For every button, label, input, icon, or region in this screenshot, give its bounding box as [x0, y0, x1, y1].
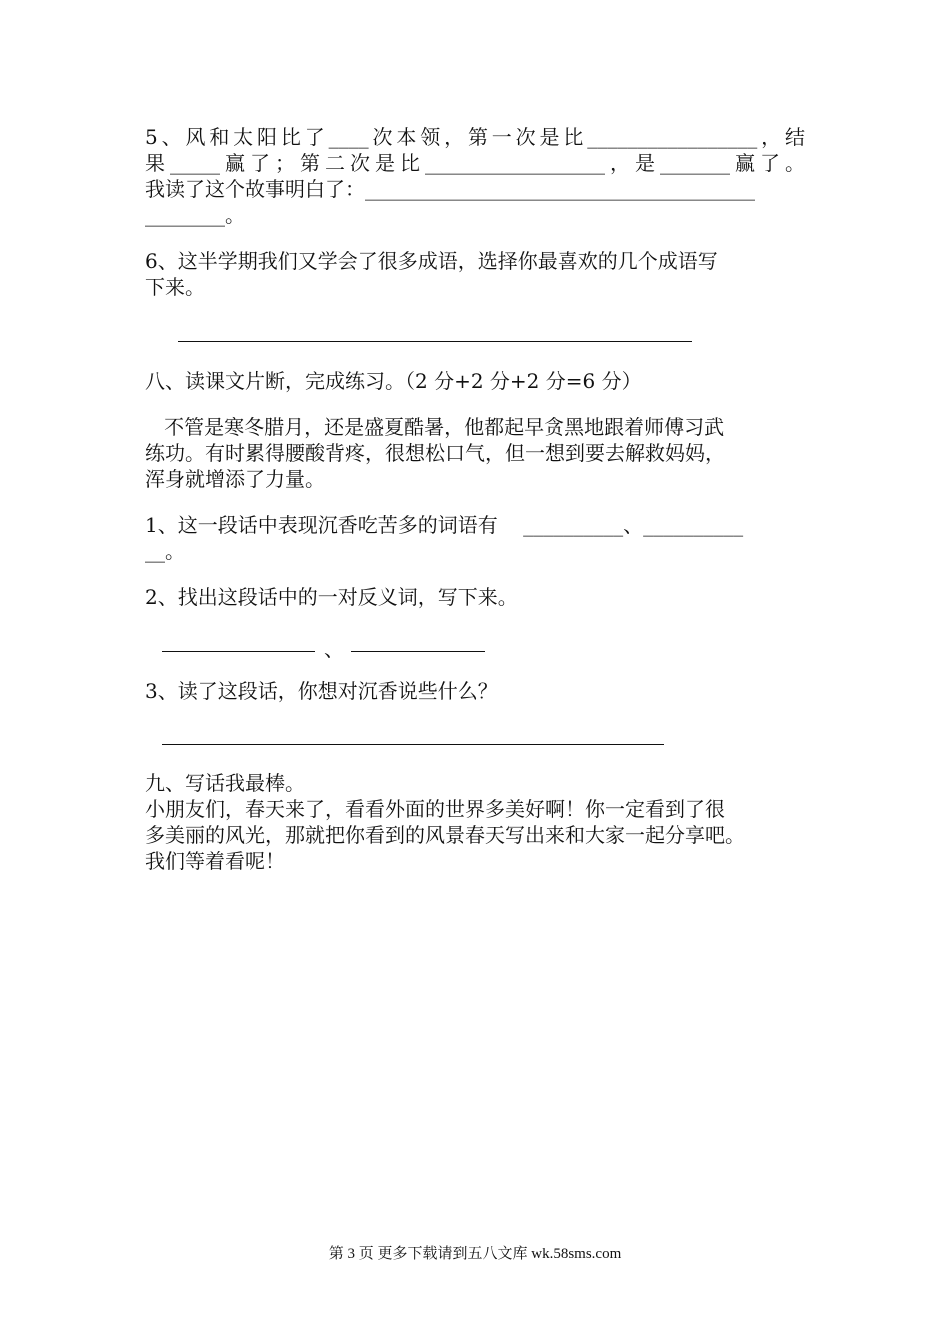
s8-q1-line-2: __。 [145, 539, 185, 563]
passage-line-2: 练功。有时累得腰酸背疼，很想松口气，但一想到要去解救妈妈， [145, 441, 725, 465]
s8-q2-blank-2 [351, 651, 485, 652]
q5-line-1: 5、风和太阳比了____次本领，第一次是比_________________，结 [145, 125, 805, 149]
s9-body-line-1: 小朋友们，春天来了，看看外面的世界多美好啊！你一定看到了很 [145, 797, 725, 821]
s9-body-line-2: 多美丽的风光，那就把你看到的风景春天写出来和大家一起分享吧。 [145, 823, 745, 847]
passage-line-1: 不管是寒冬腊月，还是盛夏酷暑，他都起早贪黑地跟着师傅习武 [145, 415, 725, 439]
q6-answer-blank [178, 341, 692, 342]
section-9-heading: 九、写话我最棒。 [145, 771, 305, 795]
q6-line-2: 下来。 [145, 275, 205, 299]
q6-line-1: 6、这半学期我们又学会了很多成语，选择你最喜欢的几个成语写 [145, 249, 718, 273]
q5-line-3: 我读了这个故事明白了：_______________________________________ [145, 177, 755, 201]
page-footer: 第 3 页 更多下载请到五八文库 wk.58sms.com [328, 1246, 622, 1262]
s8-q2-separator: 、 [324, 637, 344, 661]
q5-line-2: 果_____赢了；第二次是比__________________，是_______赢了。 [145, 151, 805, 175]
s8-q2-blank-1 [162, 651, 315, 652]
section-8-heading: 八、读课文片断，完成练习。（2 分+2 分+2 分=6 分） [145, 369, 642, 393]
s8-q3-answer-blank [162, 744, 664, 745]
q5-line-4: ________。 [145, 203, 245, 227]
s9-body-line-3: 我们等着看呢！ [145, 849, 285, 873]
s8-q2-text: 2、找出这段话中的一对反义词，写下来。 [145, 585, 518, 609]
s8-q1-line-1: 1、这一段话中表现沉香吃苦多的词语有 __________、__________ [145, 513, 744, 537]
passage-line-3: 浑身就增添了力量。 [145, 467, 325, 491]
s8-q3-text: 3、读了这段话，你想对沉香说些什么？ [145, 679, 498, 703]
